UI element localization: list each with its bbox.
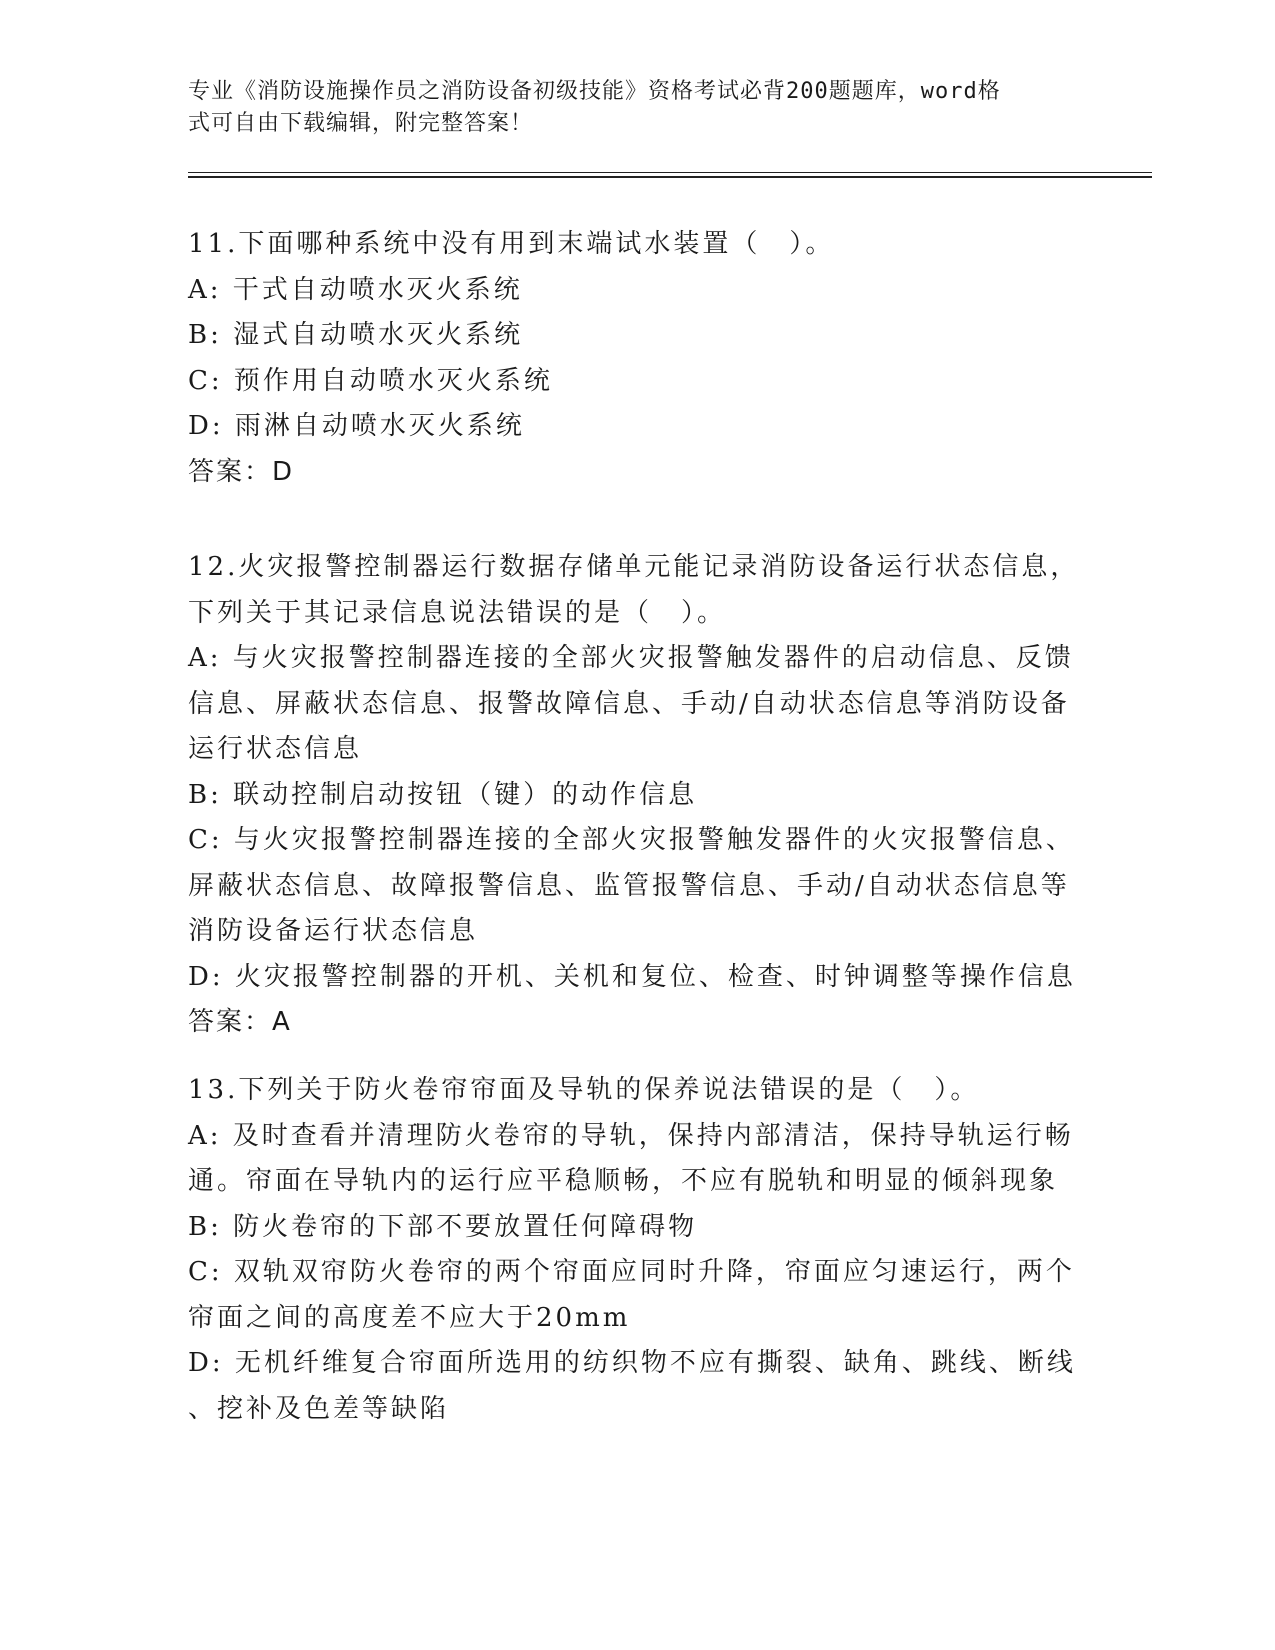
question-13-option-a-line-2: 通。帘面在导轨内的运行应平稳顺畅，不应有脱轨和明显的倾斜现象: [188, 1166, 1059, 1196]
header-line-2: 式可自由下载编辑，附完整答案！: [188, 111, 534, 136]
question-13-option-c-line-1: C: 双轨双帘防火卷帘的两个帘面应同时升降，帘面应匀速运行，两个: [188, 1257, 1075, 1287]
question-13-option-a-line-1: A: 及时查看并清理防火卷帘的导轨，保持内部清洁，保持导轨运行畅: [188, 1120, 1074, 1151]
question-block-13: [188, 1068, 1088, 1432]
question-12-option-a-line-3: 运行状态信息: [188, 734, 363, 764]
question-12-option-d: D: 火灾报警控制器的开机、关机和复位、检查、时钟调整等操作信息: [188, 961, 1076, 992]
header-line-1: 专业《消防设施操作员之消防设备初级技能》资格考试必背200题题库，word格: [188, 79, 1001, 104]
question-12-option-b: B: 联动控制启动按钮（键）的动作信息: [188, 779, 698, 810]
question-12-answer: 答案：A: [188, 1007, 292, 1037]
question-12-stem-line-1: 12.火灾报警控制器运行数据存储单元能记录消防设备运行状态信息，: [188, 552, 1080, 582]
question-13-stem: 13.下列关于防火卷帘帘面及导轨的保养说法错误的是（ ）。: [188, 1075, 980, 1105]
question-13-option-d-line-1: D: 无机纤维复合帘面所选用的纺织物不应有撕裂、缺角、跳线、断线: [188, 1348, 1076, 1378]
question-11-option-b: B: 湿式自动喷水灭火系统: [188, 320, 524, 350]
question-11-answer: 答案：D: [188, 456, 295, 487]
question-12-option-c-line-1: C: 与火灾报警控制器连接的全部火灾报警触发器件的火灾报警信息、: [188, 825, 1075, 855]
question-11-option-c: C: 预作用自动喷水灭火系统: [188, 365, 553, 396]
question-12-option-a-line-2: 信息、屏蔽状态信息、报警故障信息、手动/自动状态信息等消防设备: [188, 688, 1070, 719]
header-divider-thick: [188, 176, 1152, 178]
question-11-option-a: A: 干式自动喷水灭火系统: [188, 274, 523, 305]
question-block-12: [188, 545, 1088, 1046]
question-block-11: [188, 222, 1088, 495]
header-divider-thin: [188, 172, 1152, 173]
question-12-option-c-line-3: 消防设备运行状态信息: [188, 916, 479, 946]
question-13-option-c-line-2: 帘面之间的高度差不应大于20mm: [188, 1302, 631, 1333]
question-13-option-d-line-2: 、挖补及色差等缺陷: [188, 1393, 450, 1424]
question-12-option-c-line-2: 屏蔽状态信息、故障报警信息、监管报警信息、手动/自动状态信息等: [188, 870, 1070, 901]
question-12-option-a-line-1: A: 与火灾报警控制器连接的全部火灾报警触发器件的启动信息、反馈: [188, 643, 1074, 673]
question-13-option-b: B: 防火卷帘的下部不要放置任何障碍物: [188, 1211, 698, 1242]
question-11-option-d: D: 雨淋自动喷水灭火系统: [188, 411, 525, 441]
question-11-stem: 11.下面哪种系统中没有用到末端试水装置（ ）。: [188, 229, 835, 259]
document-header: [188, 76, 1088, 140]
question-12-stem-line-2: 下列关于其记录信息说法错误的是（ ）。: [188, 597, 727, 628]
